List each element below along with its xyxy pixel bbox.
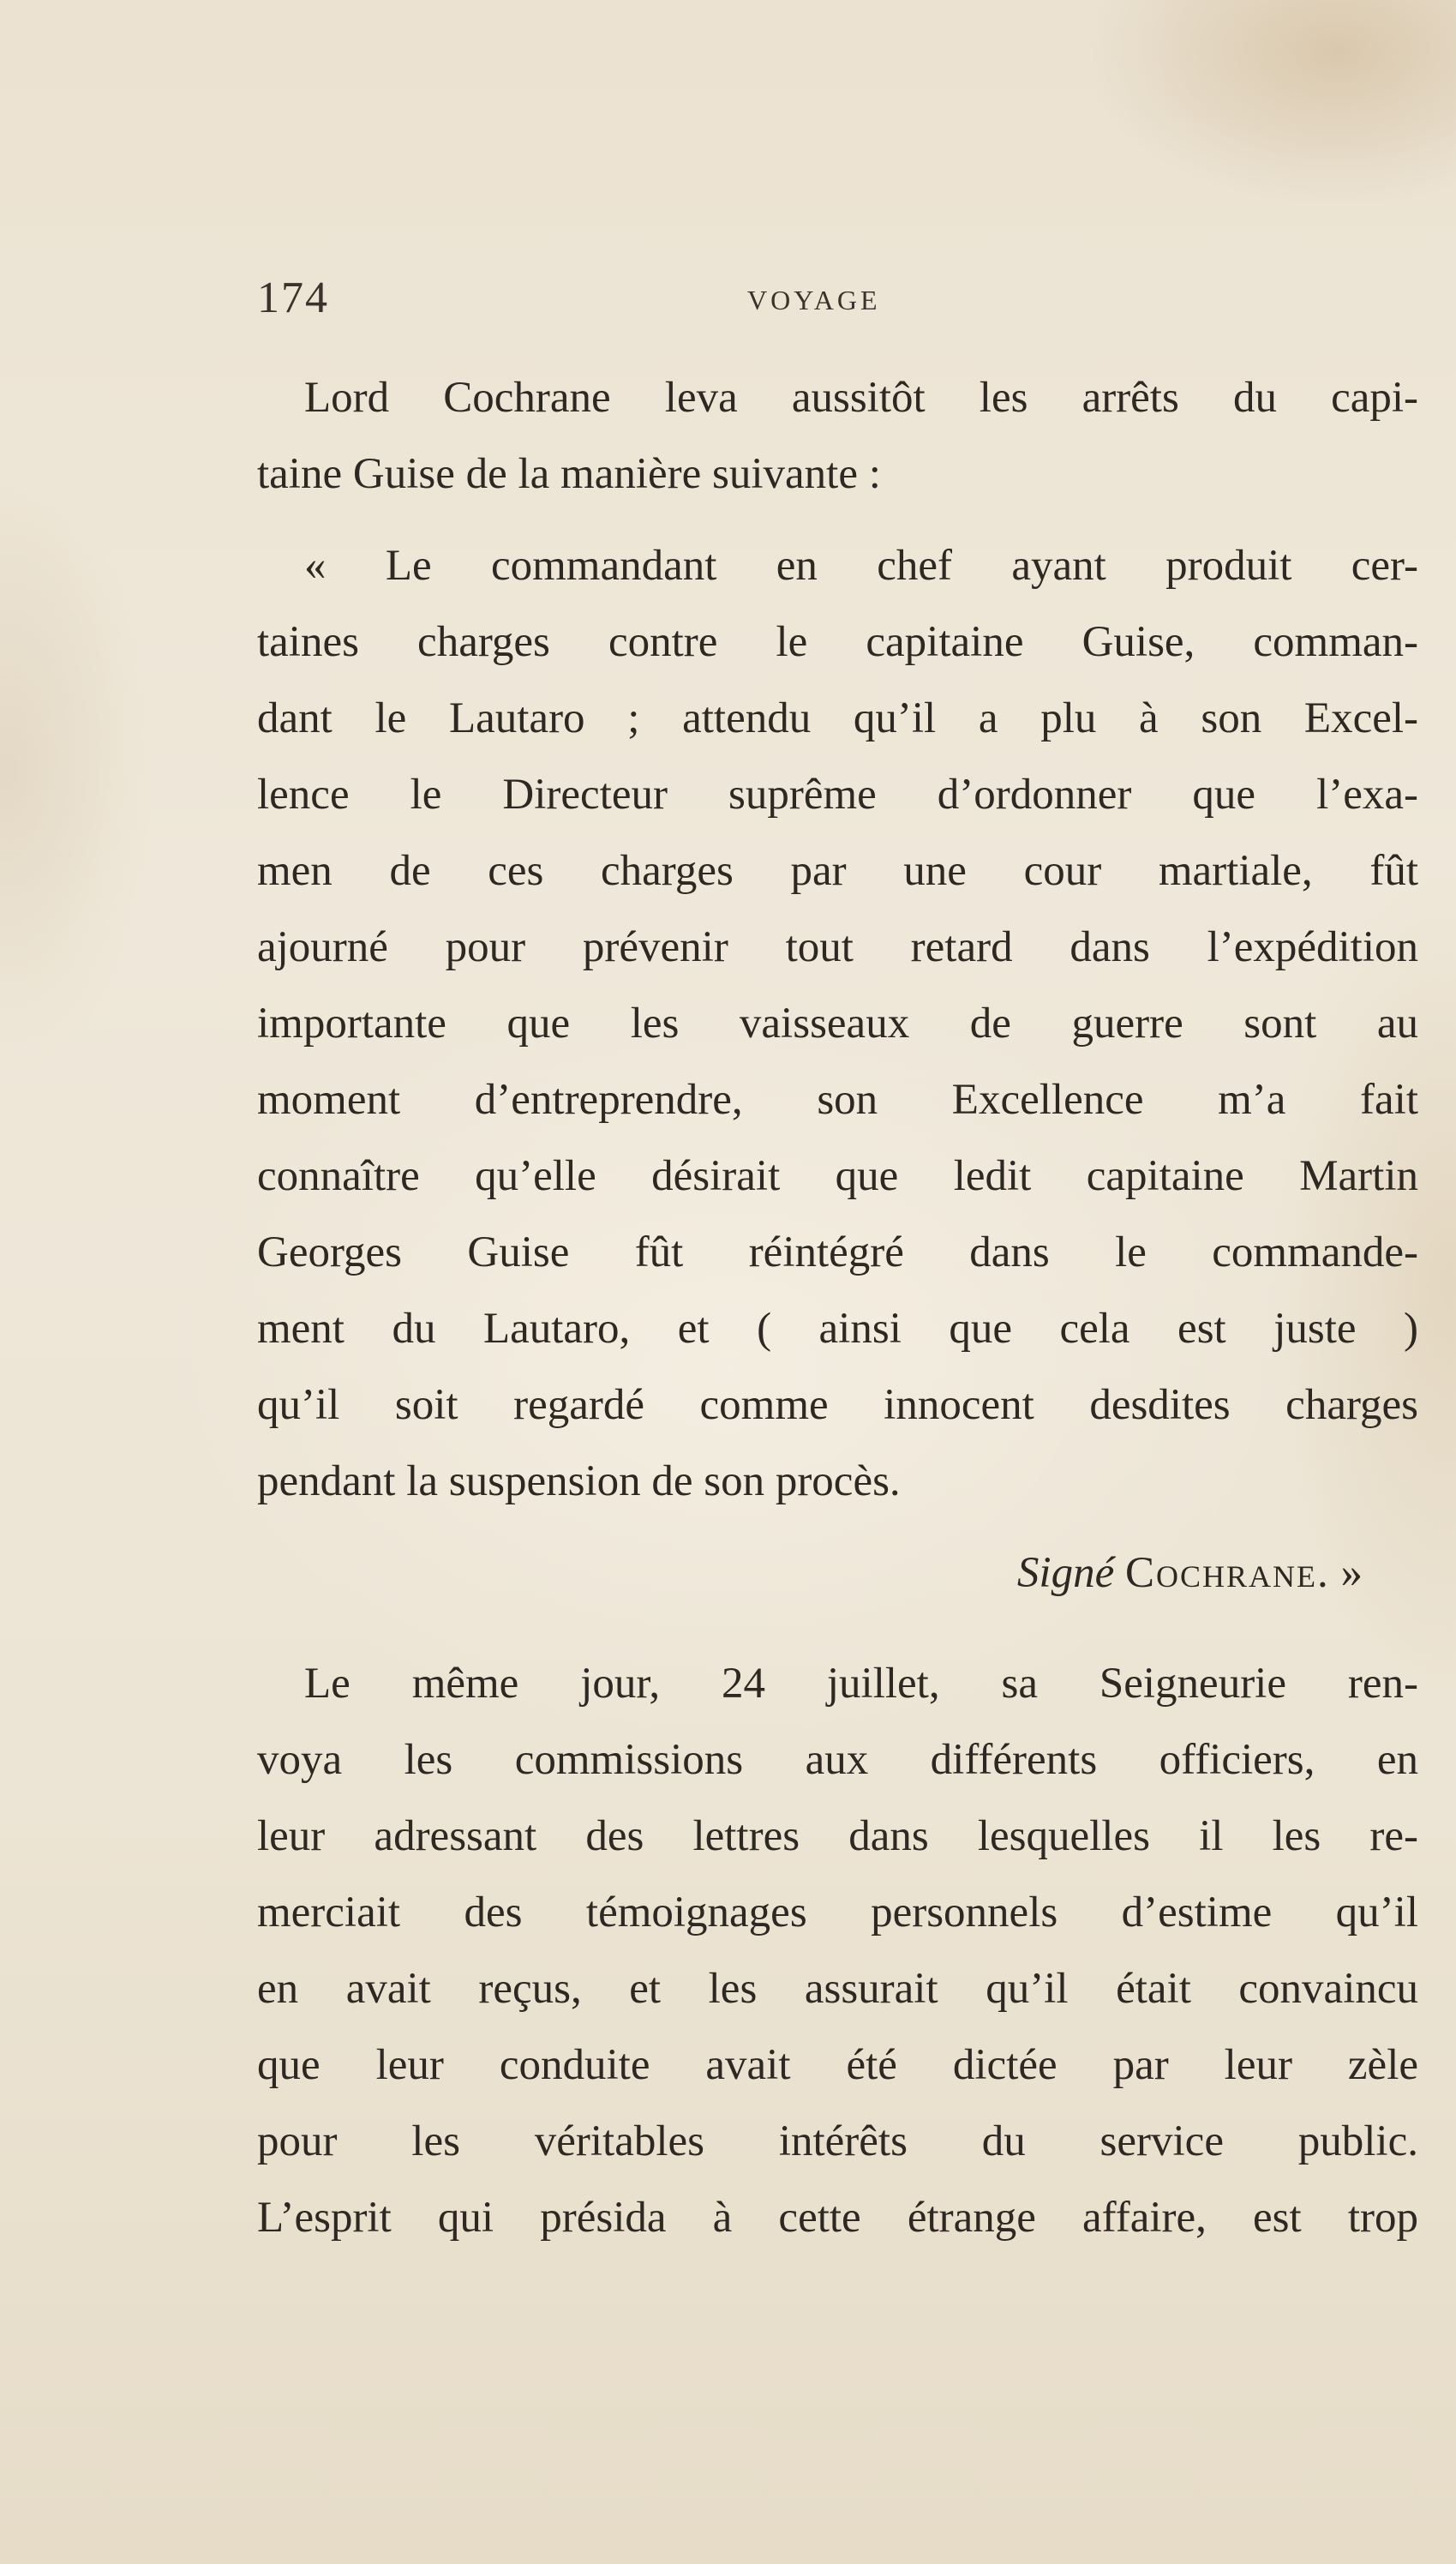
text-line: taines charges contre le capitaine Guise, comman-: [257, 618, 1418, 666]
text-line: moment d’entreprendre, son Excellence m’a fait: [257, 1076, 1418, 1124]
paragraph-gap: [257, 1612, 1418, 1646]
text-line: leur adressant des lettres dans lesquelles il les re-: [257, 1812, 1418, 1860]
page-number: 174: [257, 273, 329, 322]
text-line: dant le Lautaro ; attendu qu’il a plu à son Excel-: [257, 694, 1418, 742]
text-line: men de ces charges par une cour martiale, fût: [257, 847, 1418, 895]
text-line: merciait des témoignages personnels d’estime qu’il: [257, 1888, 1418, 1937]
body-text: [257, 360, 1418, 2256]
text-line: Georges Guise fût réintégré dans le commande-: [257, 1228, 1418, 1276]
text-line: Lord Cochrane leva aussitôt les arrêts du capi-: [304, 374, 1418, 422]
text-line: « Le commandant en chef ayant produit cer-: [304, 542, 1418, 590]
paragraph-order: [257, 528, 1418, 1520]
closing-quote: »: [1340, 1549, 1363, 1597]
paragraph-intro: [257, 360, 1418, 513]
text-line: connaître qu’elle désirait que ledit capitaine Martin: [257, 1152, 1418, 1200]
paragraph-gap: [257, 513, 1418, 528]
page-header: [257, 273, 1418, 324]
text-line: qu’il soit regardé comme innocent desdites charges: [257, 1381, 1418, 1429]
text-line: ment du Lautaro, et ( ainsi que cela est juste ): [257, 1305, 1418, 1353]
text-line: importante que les vaisseaux de guerre sont au: [257, 1000, 1418, 1048]
text-line: pour les véritables intérêts du service public.: [257, 2117, 1418, 2165]
text-line: taine Guise de la manière suivante :: [257, 450, 881, 498]
text-line: L’esprit qui présida à cette étrange affaire, est trop: [257, 2194, 1418, 2242]
paragraph-commissions: [257, 1646, 1418, 2256]
text-line: lence le Directeur suprême d’ordonner que l’exa-: [257, 771, 1418, 819]
text-line: ajourné pour prévenir tout retard dans l’expédition: [257, 923, 1418, 971]
text-line: Le même jour, 24 juillet, sa Seigneurie ren-: [304, 1660, 1418, 1708]
running-head: VOYAGE: [747, 285, 881, 315]
text-line: en avait reçus, et les assurait qu’il était convaincu: [257, 1965, 1418, 2013]
signature-name: Cochrane.: [1124, 1549, 1330, 1597]
signature-word: Signé: [1016, 1549, 1115, 1597]
text-line: pendant la suspension de son procès.: [257, 1457, 901, 1505]
text-line: que leur conduite avait été dictée par leur zèle: [257, 2041, 1418, 2089]
text-line: voya les commissions aux différents officiers, en: [257, 1736, 1418, 1784]
signature-line: [257, 1535, 1418, 1612]
